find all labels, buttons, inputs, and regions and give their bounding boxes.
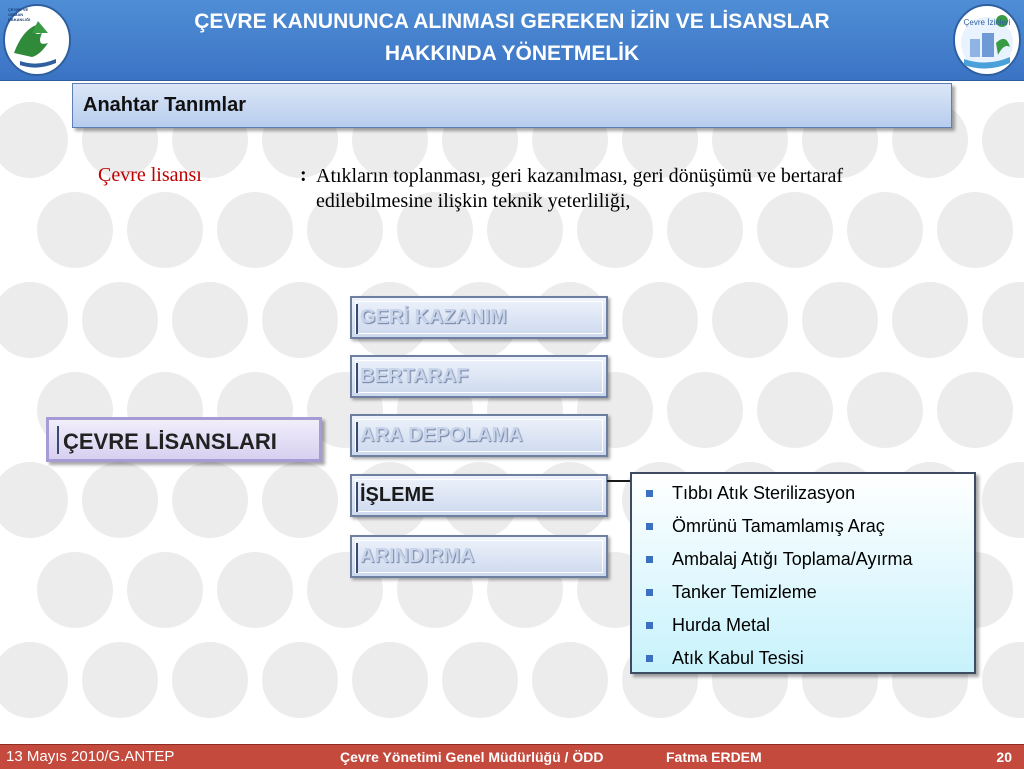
list-item: Tanker Temizleme — [642, 579, 912, 612]
page-number: 20 — [996, 749, 1012, 765]
definition-text: Atıkların toplanması, geri kazanılması, geri dönüşümü ve bertaraf edilebilmesine ilişkin teknik yeterliliği, — [316, 165, 844, 212]
section-bar — [72, 83, 952, 128]
category-label: ARINDIRMA — [360, 545, 475, 567]
category-label-active: İŞLEME — [360, 484, 435, 506]
list-item: Tıbbı Atık Sterilizasyon — [642, 480, 912, 513]
text-cursor-bar — [356, 482, 358, 512]
text-cursor-bar — [57, 426, 59, 454]
square-bullet-icon — [646, 523, 653, 530]
square-bullet-icon — [646, 589, 653, 596]
slide-footer — [0, 744, 1024, 769]
square-bullet-icon — [646, 556, 653, 563]
category-box-isleme — [350, 474, 608, 517]
footer-date: 13 Mayıs 2010/G.ANTEP — [6, 748, 175, 765]
list-item: Atık Kabul Tesisi — [642, 645, 912, 678]
text-cursor-bar — [356, 422, 358, 452]
text-cursor-bar — [356, 543, 358, 573]
ministry-logo-text: ÇEVRE VE ORMAN BAKANLIĞI — [8, 7, 31, 22]
category-box-arindirma — [350, 535, 608, 578]
section-title: Anahtar Tanımlar — [83, 94, 246, 116]
main-category-box — [46, 417, 322, 462]
main-category-label: ÇEVRE LİSANSLARI — [63, 429, 277, 454]
category-label: GERİ KAZANIM — [360, 306, 507, 328]
ministry-logo — [2, 3, 72, 77]
category-label: BERTARAF — [360, 365, 469, 387]
cevre-izinleri-logo — [952, 3, 1022, 77]
category-box-bertaraf — [350, 355, 608, 398]
title-line-1: ÇEVRE KANUNUNCA ALINMASI GEREKEN İZİN VE LİSANSLAR — [194, 10, 830, 33]
footer-author: Fatma ERDEM — [666, 749, 762, 765]
sub-items-list — [642, 480, 912, 678]
definition-term: Çevre lisansı — [98, 164, 202, 186]
square-bullet-icon — [646, 655, 653, 662]
category-box-ara-depolama — [350, 414, 608, 457]
cevre-izinleri-logo-text: Çevre İzinleri — [963, 18, 1011, 27]
definition-colon: : — [300, 164, 307, 186]
slide-header — [0, 0, 1024, 81]
text-cursor-bar — [356, 363, 358, 393]
text-cursor-bar — [356, 304, 358, 334]
category-box-geri-kazanim — [350, 296, 608, 339]
list-item: Ömrünü Tamamlamış Araç — [642, 513, 912, 546]
category-label: ARA DEPOLAMA — [360, 424, 523, 446]
square-bullet-icon — [646, 490, 653, 497]
sub-items-box — [630, 472, 976, 674]
list-item: Ambalaj Atığı Toplama/Ayırma — [642, 546, 912, 579]
list-item: Hurda Metal — [642, 612, 912, 645]
slide-title — [90, 6, 934, 70]
title-line-2: HAKKINDA YÖNETMELİK — [384, 42, 640, 65]
footer-organization: Çevre Yönetimi Genel Müdürlüğü / ÖDD — [340, 749, 604, 765]
square-bullet-icon — [646, 622, 653, 629]
